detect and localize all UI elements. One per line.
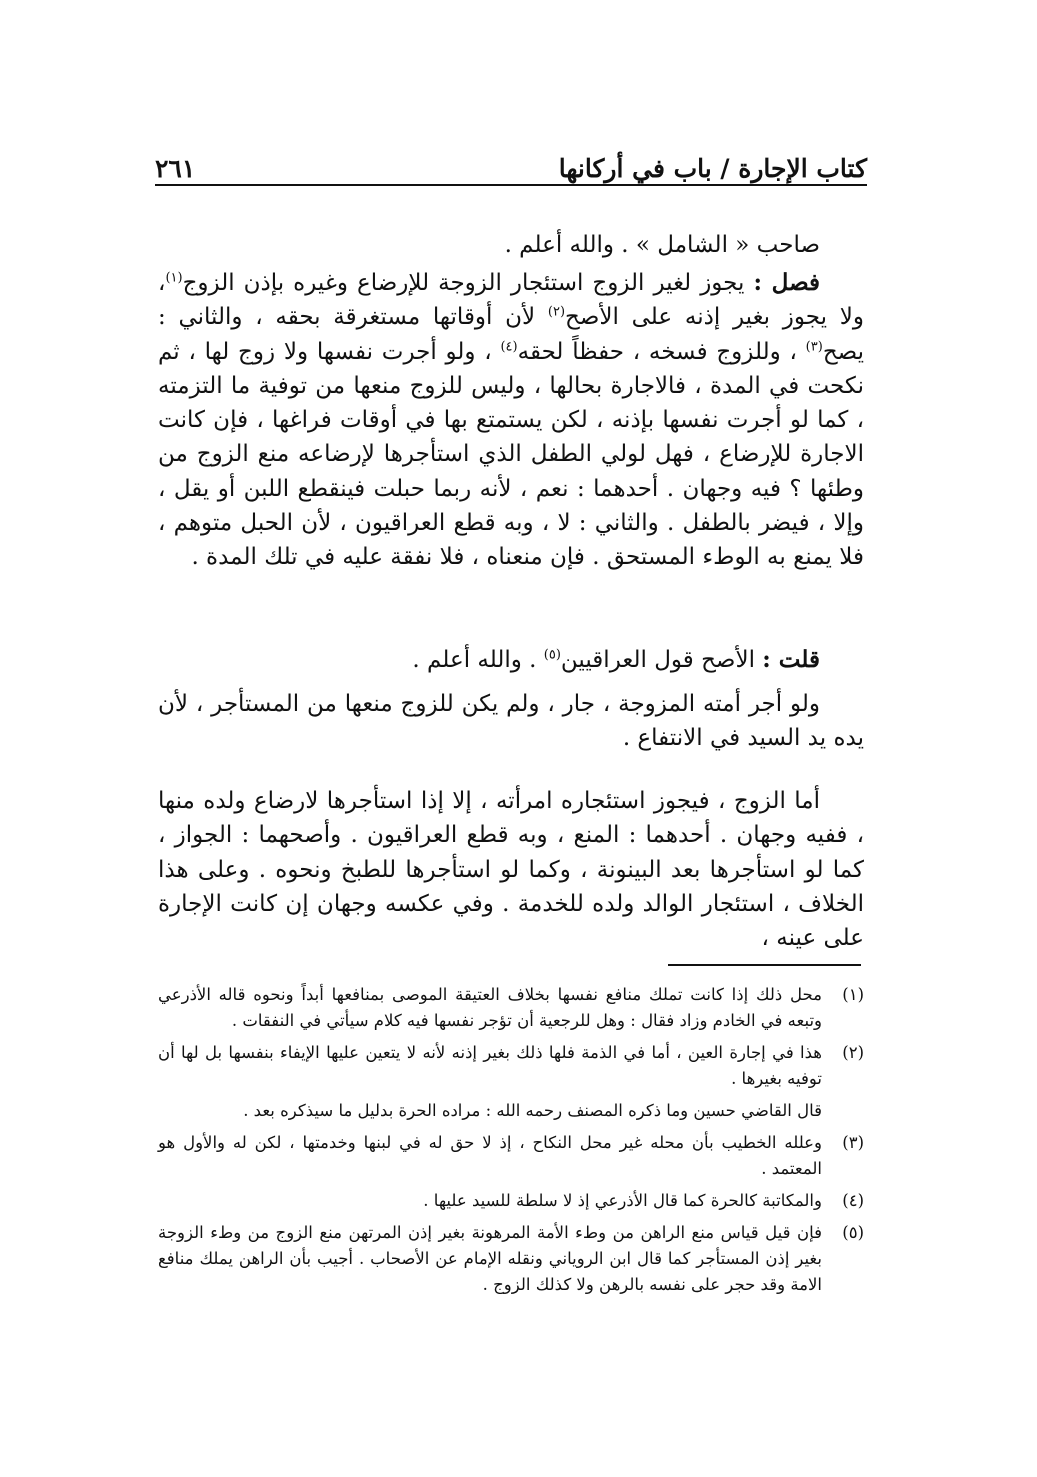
footnote-3: [158, 1130, 864, 1182]
header-title: كتاب الإجارة / باب في أركانها: [558, 154, 867, 183]
footnote-ref-1: (١): [165, 270, 183, 286]
paragraph-3: [158, 643, 864, 677]
footnote-4: [158, 1188, 864, 1214]
paragraph-2-part-b: ، ولا يجوز بغير إذنه على الأصح: [158, 270, 864, 331]
paragraph-2-part-d: ، وللزوج فسخه ، حفظاً لحقه: [517, 338, 806, 365]
section-heading-qultu: قلت :: [762, 646, 820, 673]
footnotes: [158, 982, 864, 1304]
paragraph-2-part-a: يجوز لغير الزوج استئجار الزوجة للإرضاع وغيره بإذن الزوج: [182, 270, 754, 296]
paragraph-1: [158, 228, 864, 262]
footnote-text: محل ذلك إذا كانت تملك منافع نفسها بخلاف العتيقة الموصى بمنافعها أبداً ونحوه قاله الأذرعي وتبعه في الخادم وزاد فقال : وهل للرجعية أن تؤجر نفسها فيه كلام سيأتي في النفقات .: [158, 985, 822, 1030]
paragraph-2-part-c: لأن أوقاتها مستغرقة بحقه ، والثاني : يصح: [158, 304, 865, 365]
footnote-1: [158, 982, 864, 1034]
paragraph-4: [158, 687, 864, 756]
footnote-number: (٣): [842, 1133, 864, 1152]
footnote-2: [158, 1040, 864, 1092]
footnote-separator: [668, 964, 861, 966]
footnote-5: [158, 1220, 864, 1298]
footnote-text: فإن قيل قياس منع الراهن من وطء الأمة المرهونة بغير إذن المرتهن منع الزوج من وطء الزوجة بغير إذن المستأجر كما قال ابن الروياني ونقله الإمام عن الأصحاب . أجيب بأن الراهن يملك منافع الامة وقد حجر على نفسه بالرهن ولا كذلك الزوج .: [158, 1223, 822, 1294]
footnote-number: (٢): [842, 1043, 864, 1062]
footnote-ref-4: (٤): [500, 338, 518, 354]
paragraph-3-part-a: الأصح قول العراقيين: [560, 647, 763, 673]
page-number: ٢٦١: [155, 154, 196, 183]
footnote-text: وعلله الخطيب بأن محله غير محل النكاح ، إذ لا حق له في لبنها وخدمتها ، لكن له والأول هو المعتمد .: [158, 1133, 822, 1178]
paragraph-4-text: ولو أجر أمته المزوجة ، جار ، ولم يكن للزوج منعها من المستأجر ، لأن يده يد السيد في الانتفاع .: [158, 691, 864, 752]
footnote-text: هذا في إجارة العين ، أما في الذمة فلها ذلك بغير إذنه لأنه لا يتعين عليها الإيفاء بنفسها بل لها أن توفيه بغيرها .: [158, 1043, 822, 1088]
footnote-number: (١): [842, 985, 864, 1004]
paragraph-2: [158, 266, 864, 575]
footnote-ref-5: (٥): [543, 647, 561, 663]
paragraph-3-part-b: . والله أعلم .: [412, 647, 544, 673]
footnote-text: والمكاتبة كالحرة كما قال الأذرعي إذ لا سلطة للسيد عليها .: [423, 1191, 822, 1210]
footnote-ref-3: (٣): [805, 338, 823, 354]
header-rule: [155, 184, 867, 186]
footnote-number: (٥): [842, 1223, 864, 1242]
running-header: [155, 152, 867, 188]
footnote-ref-2: (٢): [547, 304, 566, 320]
footnote-number: (٤): [842, 1191, 864, 1210]
paragraph-5-text: أما الزوج ، فيجوز استئجاره امرأته ، إلا إذا استأجرها لارضاع ولده منها ، ففيه وجهان . أحدهما : المنع ، وبه قطع العراقيون . وأصحهما : الجواز ، كما لو استأجرها بعد البينونة ، وكما لو استأجرها للطبخ ونحوه . وعلى هذا الخلاف ، استئجار الوالد ولده للخدمة . وفي عكسه وجهان إن كانت الإجارة على عينه ،: [158, 788, 865, 952]
paragraph-2-part-e: ، ولو أجرت نفسها ولا زوج لها ، ثم نكحت في المدة ، فالاجارة بحالها ، وليس للزوج منعها من توفية ما التزمته ، كما لو أجرت نفسها بإذنه ، لكن يستمتع بها في أوقات فراغها ، فإن كانت الاجارة للإرضاع ، فهل لولي الطفل الذي استأجرها لإرضاعه منع الزوج من وطئها ؟ فيه وجهان . أحدهما : نعم ، لأنه ربما حبلت فينقطع اللبن أو يقل ، وإلا ، فيضر بالطفل . والثاني : لا ، وبه قطع العراقيون ، لأن الحبل متوهم ، فلا يمنع به الوطء المستحق . فإن منعناه ، فلا نفقة عليه في تلك المدة .: [158, 338, 864, 571]
paragraph-1-text: صاحب « الشامل » . والله أعلم .: [504, 232, 820, 258]
section-heading-fasl: فصل :: [753, 269, 821, 296]
footnote-2-continuation: قال القاضي حسين وما ذكره المصنف رحمه الله : مراده الحرة بدليل ما سيذكره بعد .: [243, 1101, 822, 1120]
paragraph-5: [158, 784, 864, 955]
